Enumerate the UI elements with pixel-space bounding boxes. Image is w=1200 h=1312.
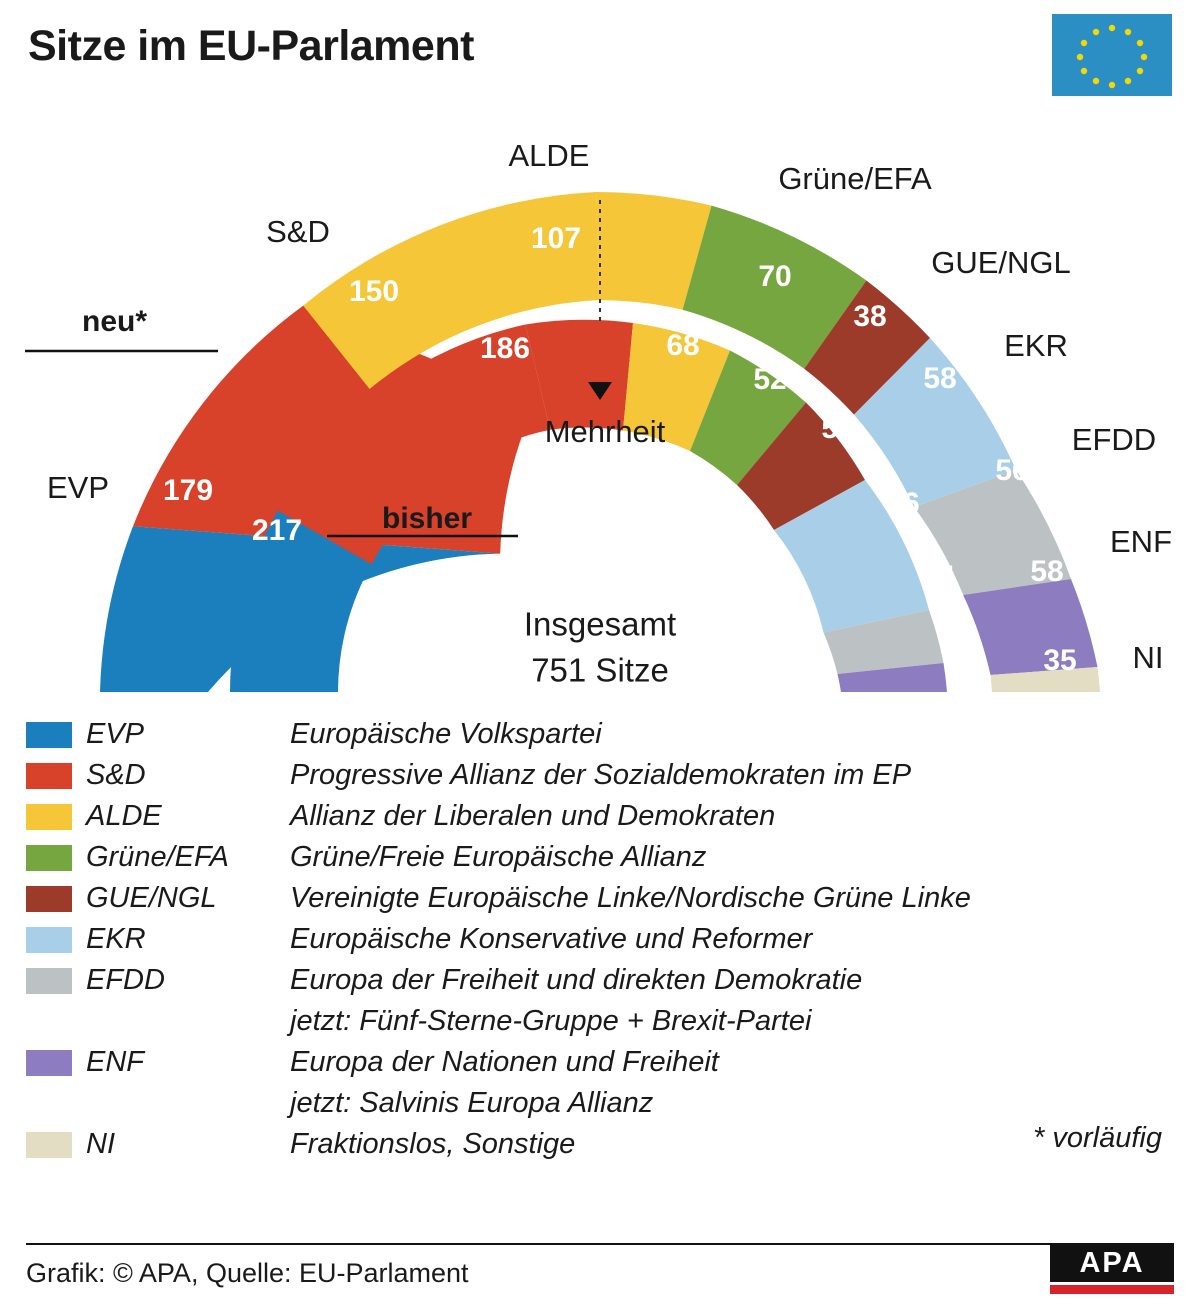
total-label-line2: 751 Sitze [531, 651, 669, 689]
source-credit: Grafik: © APA, Quelle: EU-Parlament [26, 1258, 469, 1288]
legend-item-gruene [0, 841, 1200, 882]
value-outer-GUE: 38 [853, 299, 887, 333]
legend-item-ekr [0, 923, 1200, 964]
legend-desc-efdd: Europa der Freiheit und direkten Demokratie [290, 964, 863, 996]
legend-desc-sd: Progressive Allianz der Sozialdemokraten im EP [290, 759, 912, 791]
total-label-line1: Insgesamt [523, 605, 677, 643]
label-ALDE: ALDE [508, 138, 590, 174]
legend [0, 718, 1200, 1169]
label-ENF: ENF [1110, 524, 1172, 560]
apa-logo-bar [1050, 1285, 1174, 1294]
apa-logo [1050, 1244, 1174, 1296]
value-inner-GUE: 52 [821, 411, 855, 445]
legend-desc-gue: Vereinigte Europäische Linke/Nordische Grüne Linke [290, 882, 971, 914]
legend-desc-evp: Europäische Volkspartei [290, 718, 602, 750]
value-outer-ENF: 58 [1030, 554, 1064, 588]
label-SD: S&D [266, 214, 330, 250]
label-GUE: GUE/NGL [931, 245, 1071, 281]
value-inner-EVP: 217 [251, 513, 303, 547]
value-inner-EFDD: 41 [924, 559, 958, 593]
page-title: Sitze im EU-Parlament [28, 22, 474, 70]
legend-abbr-alde: ALDE [86, 800, 162, 832]
legend-abbr-enf: ENF [86, 1046, 144, 1078]
legend-swatch-gruene [26, 845, 72, 871]
legend-swatch-evp [26, 722, 72, 748]
legend-item-efdd [0, 964, 1200, 1005]
legend-item-alde [0, 800, 1200, 841]
value-inner-EKR: 76 [886, 486, 920, 520]
label-EFDD: EFDD [1071, 422, 1157, 458]
legend-abbr-efdd: EFDD [86, 964, 165, 996]
legend-sub-efdd: jetzt: Fünf-Sterne-Gruppe + Brexit-Partei [290, 1005, 812, 1037]
legend-subline-enf [0, 1087, 1200, 1128]
label-EKR: EKR [1004, 328, 1068, 364]
eu-stars [1052, 14, 1172, 96]
legend-desc-alde: Allianz der Liberalen und Demokraten [290, 800, 776, 832]
legend-item-ni [0, 1128, 1200, 1169]
legend-abbr-ni: NI [86, 1128, 115, 1160]
legend-swatch-ni [26, 1132, 72, 1158]
arc-outer-ENF [963, 579, 1097, 675]
legend-swatch-alde [26, 804, 72, 830]
value-inner-ALDE: 68 [666, 328, 700, 362]
value-inner-SD: 186 [479, 331, 531, 365]
value-outer-EKR: 58 [923, 361, 957, 395]
value-outer-Gruene: 70 [758, 259, 792, 293]
label-Gruene: Grüne/EFA [778, 161, 932, 197]
label-bisher: bisher [382, 501, 473, 535]
legend-item-evp [0, 718, 1200, 759]
legend-sub-enf: jetzt: Salvinis Europa Allianz [290, 1087, 654, 1119]
legend-item-gue [0, 882, 1200, 923]
legend-desc-ekr: Europäische Konservative und Reformer [290, 923, 813, 955]
legend-swatch-efdd [26, 968, 72, 994]
legend-swatch-sd [26, 763, 72, 789]
apa-logo-text: APA [1050, 1244, 1174, 1282]
legend-abbr-gruene: Grüne/EFA [86, 841, 229, 873]
footnote-vorlaeufig: * vorläufig [1033, 1122, 1162, 1154]
legend-desc-gruene: Grüne/Freie Europäische Allianz [290, 841, 707, 873]
label-neu: neu* [82, 304, 148, 338]
legend-abbr-ekr: EKR [86, 923, 146, 955]
value-outer-EFDD: 56 [995, 453, 1029, 487]
legend-desc-ni: Fraktionslos, Sonstige [290, 1128, 576, 1160]
legend-item-sd [0, 759, 1200, 800]
value-inner-Gruene: 52 [753, 362, 787, 396]
value-outer-SD: 150 [348, 274, 400, 308]
legend-item-enf [0, 1046, 1200, 1087]
label-NI: NI [1132, 640, 1164, 676]
value-outer-ALDE: 107 [530, 221, 582, 255]
value-inner-ENF: 37 [940, 616, 974, 650]
label-EVP: EVP [46, 470, 110, 506]
legend-subline-efdd [0, 1005, 1200, 1046]
value-outer-NI: 35 [1043, 643, 1077, 677]
legend-abbr-gue: GUE/NGL [86, 882, 217, 914]
legend-swatch-gue [26, 886, 72, 912]
legend-abbr-evp: EVP [86, 718, 145, 750]
legend-swatch-ekr [26, 927, 72, 953]
label-mehrheit: Mehrheit [544, 414, 666, 450]
footer-divider [26, 1243, 1174, 1245]
value-outer-EVP: 179 [162, 473, 214, 507]
legend-swatch-enf [26, 1050, 72, 1076]
eu-flag-icon [1052, 14, 1172, 96]
parliament-arc-chart [0, 100, 1200, 710]
legend-abbr-sd: S&D [86, 759, 146, 791]
legend-desc-enf: Europa der Nationen und Freiheit [290, 1046, 719, 1078]
